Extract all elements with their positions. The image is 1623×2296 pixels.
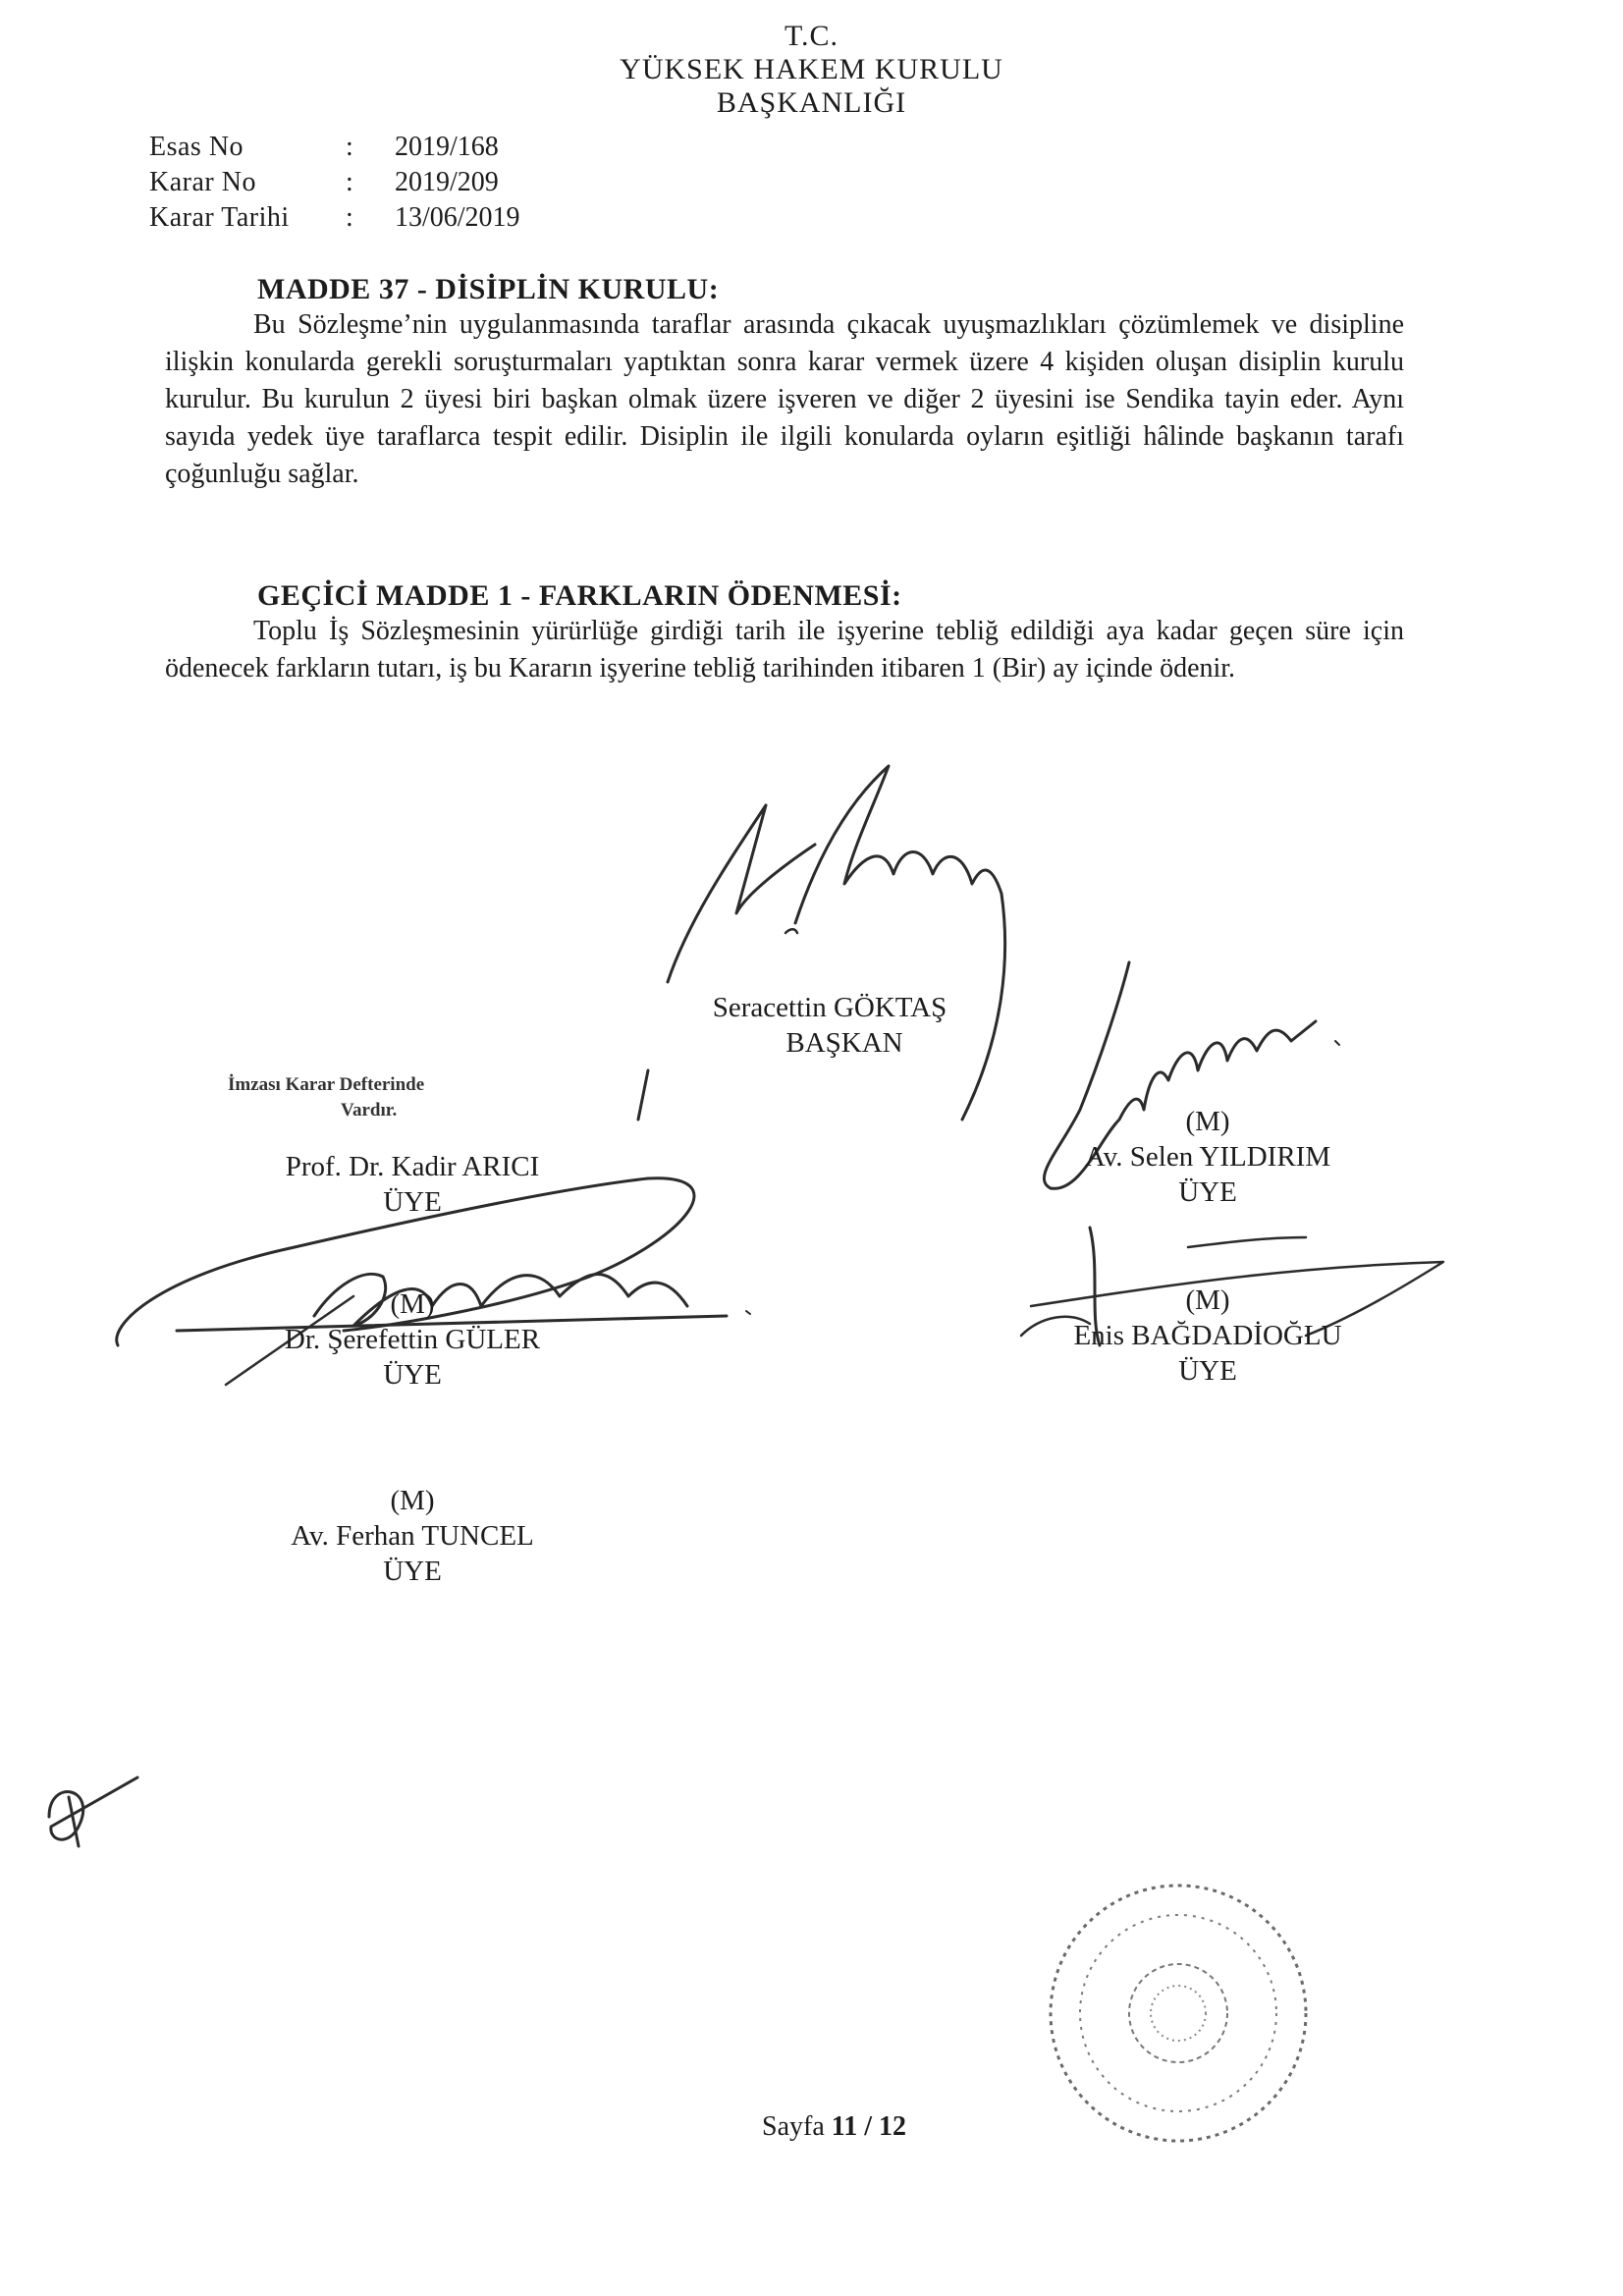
meta-row-karar-no bbox=[149, 165, 520, 200]
signatory-role: ÜYE bbox=[1178, 1176, 1237, 1208]
note-line: Vardır. bbox=[341, 1100, 398, 1121]
meta-sep: : bbox=[346, 132, 353, 162]
signatory-name: Av. Ferhan TUNCEL bbox=[291, 1520, 534, 1552]
signatory-president bbox=[633, 990, 1026, 1061]
signatory-name: Seracettin GÖKTAŞ bbox=[712, 992, 947, 1023]
signatory-role: ÜYE bbox=[383, 1359, 442, 1391]
meta-row-esas bbox=[149, 130, 520, 165]
meta-label: Karar Tarihi bbox=[149, 202, 290, 233]
header-line-institution: YÜKSEK HAKEM KURULU bbox=[620, 53, 1003, 85]
meta-sep: : bbox=[346, 167, 353, 197]
page-separator: / bbox=[864, 2111, 873, 2142]
president-signature-icon bbox=[589, 746, 1031, 1139]
signatory-kadir bbox=[206, 1149, 619, 1220]
signatory-mark: (M) bbox=[1185, 1285, 1230, 1316]
meta-label: Esas No bbox=[149, 132, 244, 162]
provisional-article-1-body: Toplu İş Sözleşmesinin yürürlüğe girdiği tarih ile işyerine tebliğ edildiği aya kadar geçen süre için ödenecek farkların tutarı, iş bu Kararın işyerine tebliğ tarihinden itibaren 1 (Bir) ay içinde ödenir. bbox=[165, 616, 1404, 683]
provisional-article-1-title: GEÇİCİ MADDE 1 - FARKLARIN ÖDENMESİ: bbox=[257, 579, 902, 612]
header-line-presidency: BAŞKANLIĞI bbox=[716, 86, 907, 119]
meta-row-karar-tarihi bbox=[149, 200, 520, 236]
signatory-mark: (M) bbox=[390, 1485, 435, 1516]
document-header bbox=[0, 20, 1623, 120]
note-line: İmzası Karar Defterinde bbox=[228, 1074, 425, 1095]
meta-value: 2019/168 bbox=[395, 132, 499, 162]
signatory-serefettin bbox=[206, 1286, 619, 1393]
signatory-name: Av. Selen YILDIRIM bbox=[1084, 1141, 1331, 1173]
case-meta bbox=[149, 130, 520, 236]
signatory-enis bbox=[992, 1283, 1424, 1389]
meta-value: 2019/209 bbox=[395, 167, 499, 197]
signature-note bbox=[228, 1072, 552, 1123]
meta-value: 13/06/2019 bbox=[395, 202, 520, 233]
signatory-ferhan bbox=[206, 1483, 619, 1589]
signatory-role: ÜYE bbox=[1178, 1355, 1237, 1387]
page-number bbox=[762, 2111, 906, 2143]
signatory-mark: (M) bbox=[1185, 1106, 1230, 1137]
signatory-name: Dr. Şerefettin GÜLER bbox=[284, 1324, 541, 1355]
signatory-role: BAŞKAN bbox=[785, 1027, 903, 1059]
article-37-body: Bu Sözleşme’nin uygulanmasında taraflar arasında çıkacak uyuşmazlıkları çözümlemek ve disipline ilişkin konularda gerekli soruşturmaları yaptıktan sonra karar vermek üzere 4 kişiden oluşan disiplin kurulu kurulur. Bu kurulun 2 üyesi biri başkan olmak üzere işveren ve diğer 2 üyesini ise Sendika tayin eder. Aynı sayıda yedek üye taraflarca tespit edilir. Disiplin ile ilgili konularda oyların eşitliği hâlinde başkanın tarafı çoğunluğu sağlar. bbox=[165, 309, 1404, 489]
meta-label: Karar No bbox=[149, 167, 256, 197]
article-37-title: MADDE 37 - DİSİPLİN KURULU: bbox=[257, 273, 720, 305]
header-line-tc: T.C. bbox=[784, 20, 839, 52]
signatory-selen bbox=[1001, 1104, 1414, 1210]
page-current: 11 bbox=[831, 2111, 858, 2142]
signatory-name: Enis BAĞDADİOĞLU bbox=[1073, 1320, 1342, 1351]
signatory-name: Prof. Dr. Kadir ARICI bbox=[285, 1151, 540, 1182]
signatory-mark: (M) bbox=[390, 1288, 435, 1320]
initials-mark-icon bbox=[39, 1758, 147, 1866]
page-total: 12 bbox=[879, 2111, 907, 2142]
meta-sep: : bbox=[346, 202, 353, 233]
signatory-role: ÜYE bbox=[383, 1186, 442, 1218]
page-prefix: Sayfa bbox=[762, 2111, 825, 2142]
signatory-role: ÜYE bbox=[383, 1556, 442, 1587]
official-seal-icon bbox=[1031, 1866, 1325, 2160]
